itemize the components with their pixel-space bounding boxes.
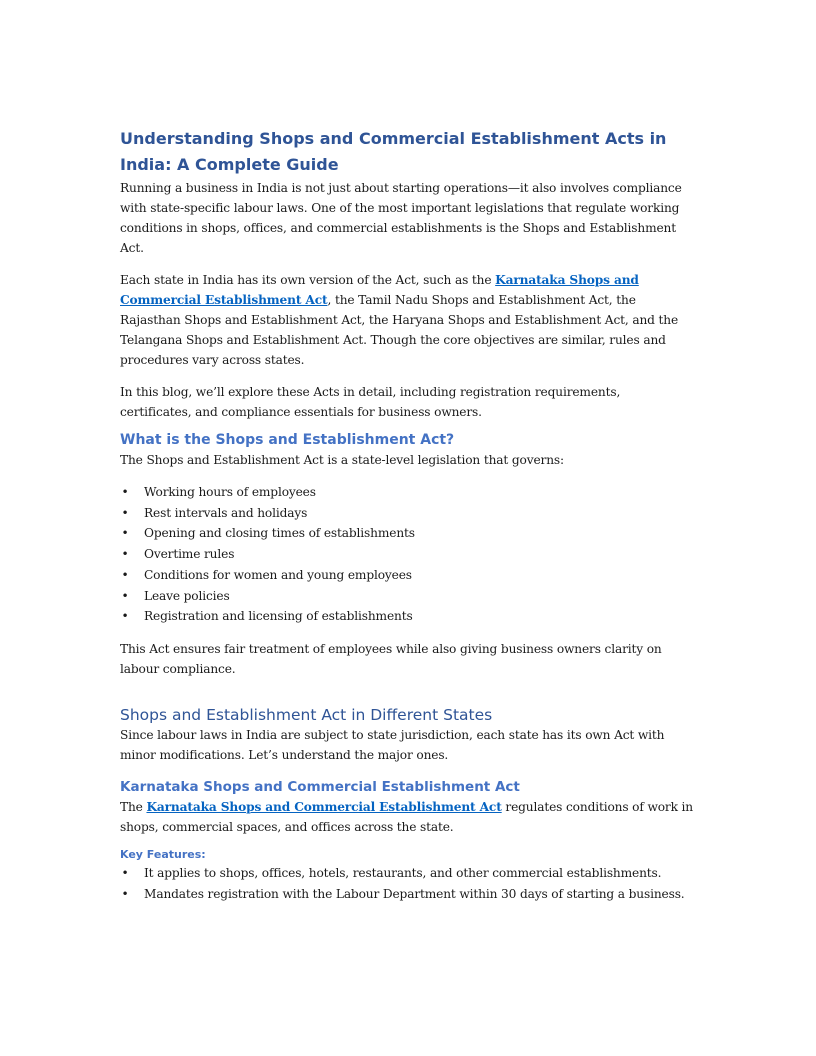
- page-title: Understanding Shops and Commercial Establishment Acts in India: A Complete Guide: [120, 129, 667, 174]
- document-body: [120, 126, 694, 904]
- bullet-icon: •: [121, 886, 129, 901]
- bullet-icon: •: [121, 567, 129, 582]
- key-features-heading: Key Features:: [120, 847, 206, 861]
- bullet-icon: •: [121, 865, 129, 880]
- list-item: • Working hours of employees: [120, 482, 694, 503]
- list-item: • It applies to shops, offices, hotels, restaurants, and other commercial establishments.: [120, 863, 694, 884]
- bullet-icon: •: [121, 547, 129, 562]
- karnataka-paragraph: The Karnataka Shops and Commercial Establishment Act regulates conditions of work in shops, commercial spaces, and offices across the state.: [120, 799, 694, 834]
- intro-paragraph-3: In this blog, we’ll explore these Acts in detail, including registration requirements, certificates, and compliance essentials for business owners.: [120, 385, 621, 419]
- what-is-heading: What is the Shops and Establishment Act?: [120, 432, 455, 448]
- bullet-icon: •: [121, 485, 129, 499]
- what-is-closing: This Act ensures fair treatment of employees while also giving business owners clarity on labour compliance.: [120, 641, 662, 676]
- states-lead: Since labour laws in India are subject to state jurisdiction, each state has its own Act with minor modifications. Let’s understand the major ones.: [120, 727, 665, 762]
- features-list: [120, 863, 694, 904]
- intro-paragraph-1: Running a business in India is not just about starting operations—it also involves compliance with state-specific labour laws. One of the most important legislations that regulate working conditions in shops, offices, and commercial establishments is the Shops and Establishment Act.: [120, 181, 682, 255]
- governs-list: [120, 482, 694, 627]
- states-heading: Shops and Establishment Act in Different States: [120, 705, 493, 724]
- karnataka-act-link-2[interactable]: Karnataka Shops and Commercial Establishment Act: [146, 799, 502, 814]
- bullet-icon: •: [121, 526, 129, 541]
- karnataka-heading: Karnataka Shops and Commercial Establishment Act: [120, 778, 520, 795]
- list-item: • Mandates registration with the Labour Department within 30 days of starting a business.: [120, 884, 694, 905]
- list-item: • Opening and closing times of establishments: [120, 523, 694, 544]
- list-item: • Registration and licensing of establishments: [120, 606, 694, 627]
- intro-p2-before: Each state in India has its own version of the Act, such as the: [120, 273, 496, 287]
- list-item: • Overtime rules: [120, 544, 694, 565]
- intro-paragraph-2: [120, 270, 694, 370]
- list-item: • Rest intervals and holidays: [120, 503, 694, 524]
- list-item: • Leave policies: [120, 586, 694, 607]
- list-item: • Conditions for women and young employees: [120, 565, 694, 586]
- bullet-icon: •: [121, 588, 129, 603]
- what-is-lead: The Shops and Establishment Act is a state-level legislation that governs:: [120, 453, 564, 467]
- intro-p2-after: , the Tamil Nadu Shops and Establishment Act, the Rajasthan Shops and Establishment Act, the Haryana Shops and Establishment Act, and the Telangana Shops and Establishment Act. Though the core objectives are similar, rules and procedures vary across states.: [120, 293, 679, 367]
- karnataka-act-link[interactable]: Karnataka Shops and Commercial Establishment Act: [120, 273, 639, 307]
- bullet-icon: •: [121, 505, 129, 520]
- bullet-icon: •: [121, 609, 129, 624]
